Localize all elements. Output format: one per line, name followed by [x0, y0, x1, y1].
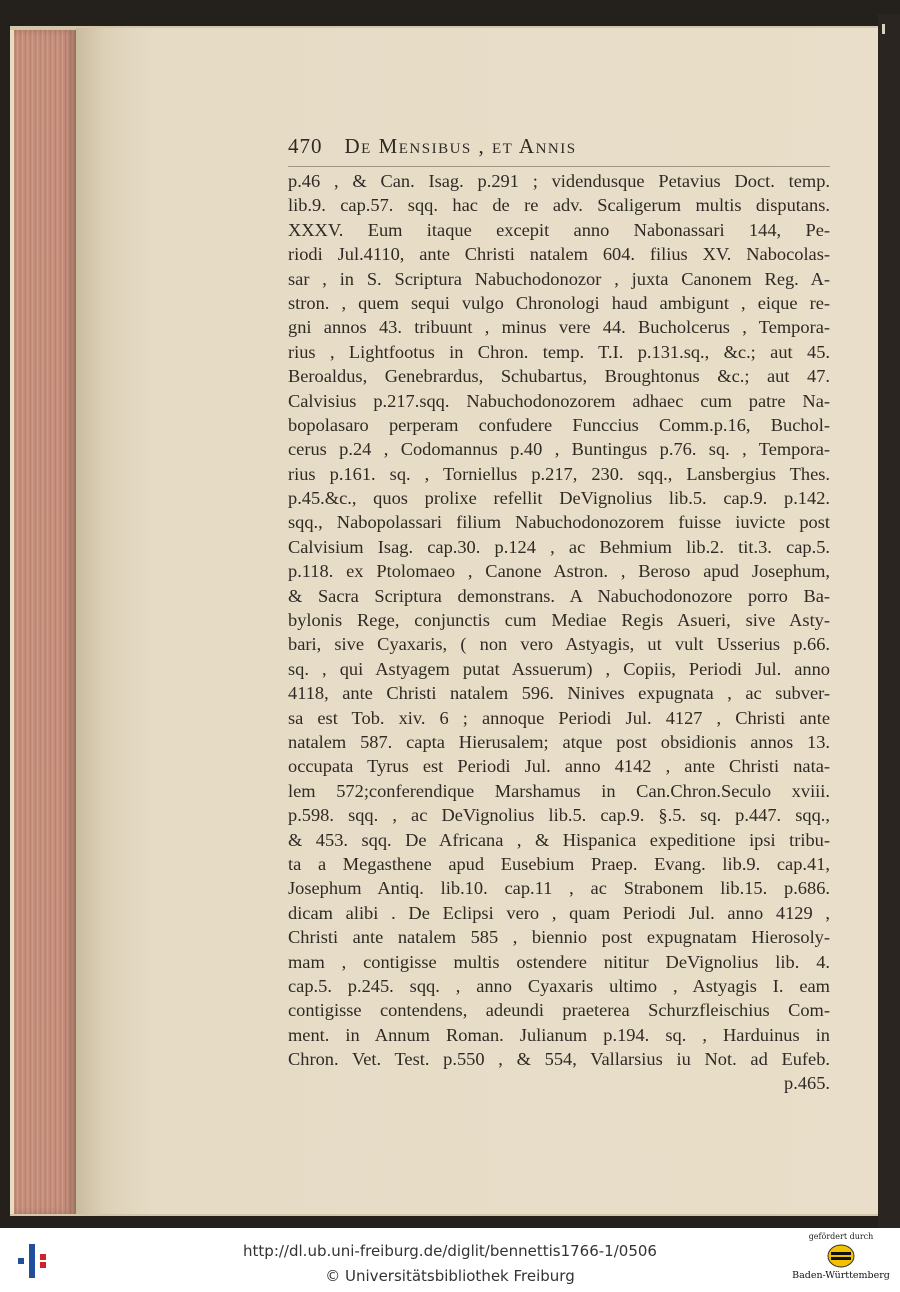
sponsor-label: gefördert durch — [808, 1232, 874, 1241]
text-line: p.46 , & Can. Isag. p.291 ; videndusque Petavius Doct. temp. — [288, 171, 830, 191]
page-text — [288, 134, 830, 1096]
copyright-notice: © Universitätsbibliothek Freiburg — [325, 1267, 575, 1285]
text-line: dicam alibi . De Eclipsi vero , quam Periodi Jul. anno 4129 , — [288, 902, 830, 923]
text-line: p.598. sqq. , ac DeVignolius lib.5. cap.9. §.5. sq. p.447. sqq., — [288, 805, 830, 826]
text-line: p.45.&c., quos prolixe refellit DeVignolius lib.5. cap.9. p.142. — [288, 488, 830, 509]
book-page-edges — [14, 30, 76, 1214]
book-cover-edge — [878, 14, 900, 1228]
text-line: mam , contigisse multis ostendere nititur DeVignolius lib. 4. — [288, 951, 830, 972]
text-line: Christi ante natalem 585 , biennio post expugnatam Hierosoly- — [288, 927, 830, 948]
running-head — [288, 134, 830, 170]
text-line: Calvisius p.217.sqq. Nabuchodonozorem adhaec cum patre Na- — [288, 390, 830, 411]
text-line: sar , in S. Scriptura Nabuchodonozor , juxta Canonem Reg. A- — [288, 268, 830, 289]
text-line: bari, sive Cyaxaris, ( non vero Astyagis, ut vult Usserius p.66. — [288, 634, 830, 655]
running-head-title: De Mensibus , et Annis — [344, 134, 577, 158]
sponsor-name: Baden-Württemberg — [792, 1270, 890, 1281]
text-line: sq. , qui Astyagem putat Assuerum) , Copiis, Periodi Jul. anno — [288, 658, 830, 679]
sponsor-block[interactable] — [786, 1232, 896, 1290]
text-line: gni annos 43. tribuunt , minus vere 44. Bucholcerus , Tempora- — [288, 317, 830, 338]
text-line: p.118. ex Ptolomaeo , Canone Astron. , Beroso apud Josephum, — [288, 561, 830, 582]
text-line: bopolasaro perperam confudere Funccius Comm.p.16, Buchol- — [288, 414, 830, 435]
text-line: lib.9. cap.57. sqq. hac de re adv. Scaligerum multis disputans. — [288, 195, 830, 216]
text-line: p.465. — [784, 1073, 830, 1094]
text-line: Beroaldus, Genebrardus, Schubartus, Broughtonus &c.; aut 47. — [288, 366, 830, 387]
head-rule — [288, 166, 830, 167]
text-line: occupata Tyrus est Periodi Jul. anno 4142 , ante Christi nata- — [288, 756, 830, 777]
text-line: & 453. sqq. De Africana , & Hispanica expeditione ipsi tribu- — [288, 829, 830, 850]
text-line: bylonis Rege, conjunctis cum Mediae Regis Asueri, sive Asty- — [288, 610, 830, 631]
text-line: sa est Tob. xiv. 6 ; annoque Periodi Jul. 4127 , Christi ante — [288, 707, 830, 728]
text-line: cap.5. p.245. sqq. , anno Cyaxaris ultimo , Astyagis I. eam — [288, 975, 830, 996]
text-line: rius p.161. sq. , Torniellus p.217, 230. sqq., Lansbergius Thes. — [288, 463, 830, 484]
text-line: Josephum Antiq. lib.10. cap.11 , ac Strabonem lib.15. p.686. — [288, 878, 830, 899]
coat-of-arms-icon — [826, 1244, 856, 1268]
permalink-url[interactable]: http://dl.ub.uni-freiburg.de/diglit/bennettis1766-1/0506 — [243, 1242, 657, 1260]
text-line: rius , Lightfootus in Chron. temp. T.I. p.131.sq., &c.; aut 45. — [288, 341, 830, 362]
text-line: sqq., Nabopolassari filium Nabuchodonozorem fuisse iuvicte post — [288, 512, 830, 533]
text-line: ta a Megasthene apud Eusebium Praep. Evang. lib.9. cap.41, — [288, 853, 830, 874]
text-line: lem 572;conferendique Marshamus in Can.Chron.Seculo xviii. — [288, 780, 830, 801]
text-line: ment. in Annum Roman. Julianum p.194. sq. , Harduinus in — [288, 1024, 830, 1045]
text-line: stron. , quem sequi vulgo Chronologi haud ambigunt , eique re- — [288, 292, 830, 313]
text-line: Chron. Vet. Test. p.550 , & 554, Vallarsius iu Not. ad Eufeb. — [288, 1049, 830, 1070]
text-line: contigisse contendens, adeundi praeterea Schurzfleischius Com- — [288, 1000, 830, 1021]
viewer-footer — [0, 1228, 900, 1292]
text-line: 4118, ante Christi natalem 596. Ninives expugnata , ac subver- — [288, 683, 830, 704]
text-line: natalem 587. capta Hierusalem; atque post obsidionis annos 13. — [288, 731, 830, 752]
text-line: Calvisium Isag. cap.30. p.124 , ac Behmium lib.2. tit.3. cap.5. — [288, 536, 830, 557]
text-lines — [288, 169, 830, 1096]
text-line: & Sacra Scriptura demonstrans. A Nabuchodonozore porro Ba- — [288, 585, 830, 606]
text-line: XXXV. Eum itaque excepit anno Nabonassari 144, Pe- — [288, 219, 830, 240]
text-line: riodi Jul.4110, ante Christi natalem 604. filius XV. Nabocolas- — [288, 244, 830, 265]
text-line: cerus p.24 , Codomannus p.40 , Buntingus p.76. sq. , Tempora- — [288, 439, 830, 460]
page-number: 470 — [288, 134, 323, 158]
